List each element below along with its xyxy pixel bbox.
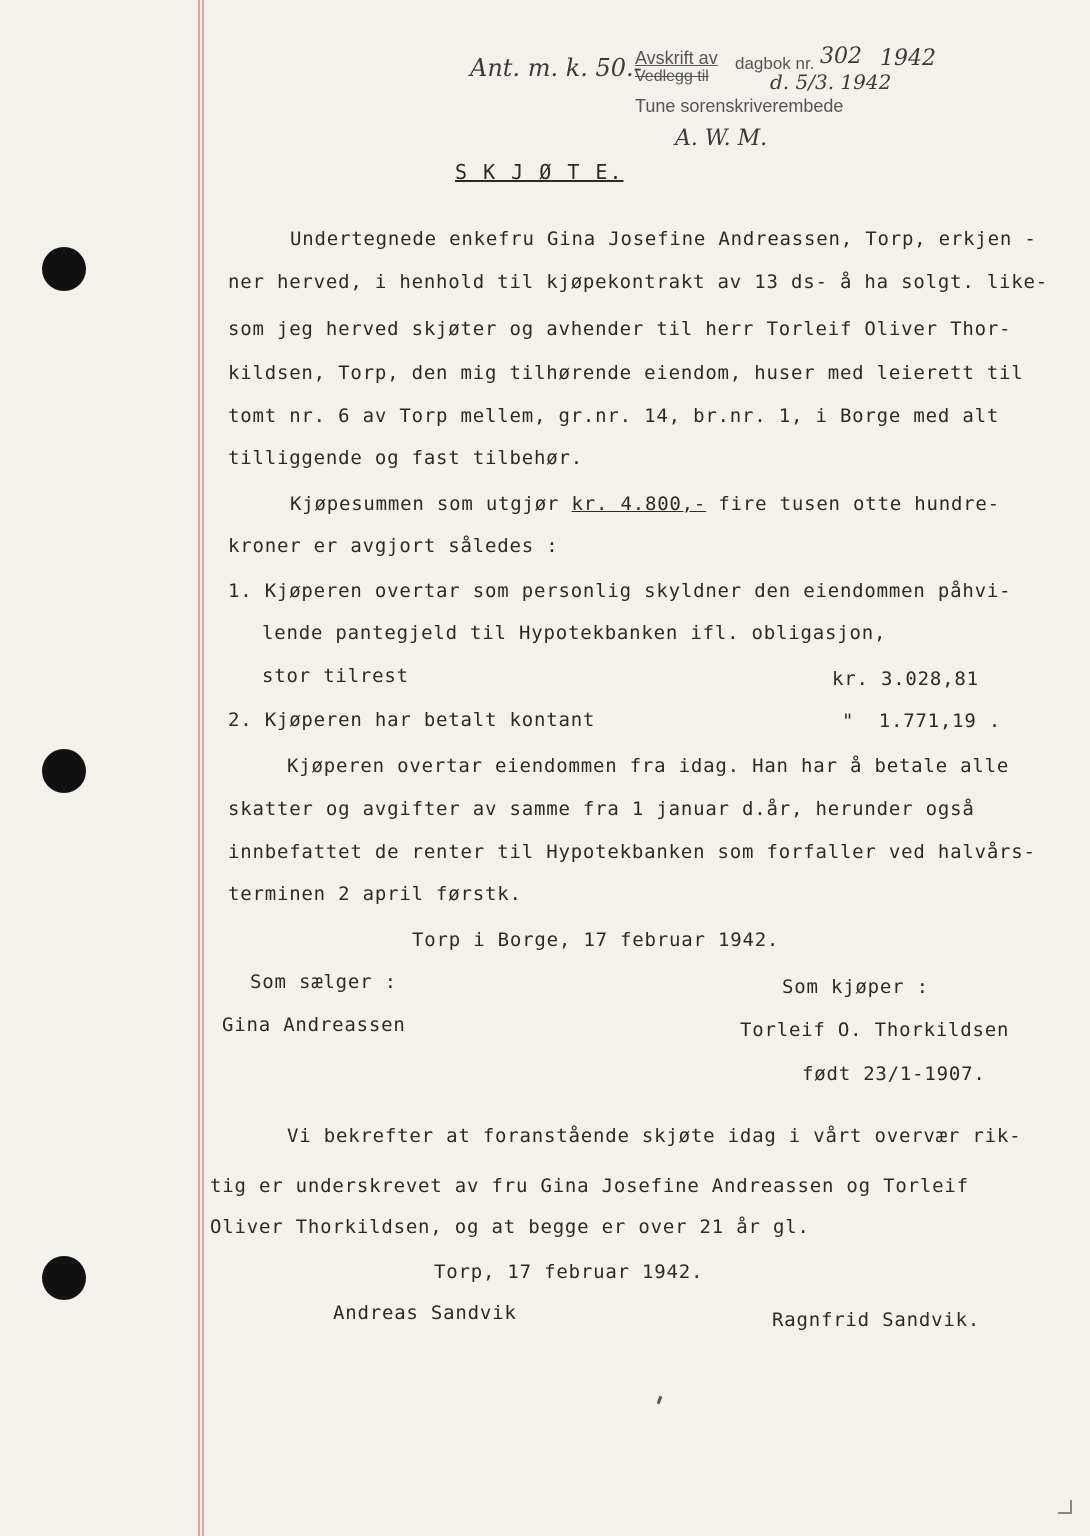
text-line: tig er underskrevet av fru Gina Josefine Andreassen og Torleif xyxy=(210,1175,969,1197)
document-title: S K J Ø T E. xyxy=(455,160,624,184)
handwritten-date: d. 5/3. 1942 xyxy=(770,70,892,94)
text-line: kildsen, Torp, den mig tilhørende eiendom, huser med leierett til xyxy=(228,362,1024,384)
text-line: Vi bekrefter at foranstående skjøte idag i vårt overvær rik- xyxy=(287,1125,1022,1147)
text-line: terminen 2 april førstk. xyxy=(228,883,522,905)
handwritten-initials: A. W. M. xyxy=(675,126,768,151)
text-line: innbefattet de renter til Hypotekbanken som forfaller ved halvårs- xyxy=(228,841,1036,863)
text-line: Undertegnede enkefru Gina Josefine Andreassen, Torp, erkjen - xyxy=(290,228,1037,250)
seller-signature: Gina Andreassen xyxy=(222,1014,406,1036)
punch-hole xyxy=(42,1256,86,1300)
margin-line xyxy=(198,0,200,1536)
text-line: Oliver Thorkildsen, og at begge er over 21 år gl. xyxy=(210,1216,810,1238)
text-line xyxy=(290,493,1000,515)
margin-line xyxy=(202,0,204,1536)
text-line: stor tilrest xyxy=(262,665,409,687)
stamp-dagbok: dagbok nr. xyxy=(735,54,815,73)
amount: kr. 3.028,81 xyxy=(832,668,979,690)
handwritten-reference: Ant. m. k. 50.- xyxy=(470,54,642,82)
text-segment: fire tusen otte hundre- xyxy=(718,493,1000,515)
handwritten-year: 1942 xyxy=(880,46,936,71)
stamp-avskrift: Avskrift av xyxy=(635,48,718,68)
purchase-amount: kr. 4.800,- xyxy=(571,493,707,515)
amount: " 1.771,19 . xyxy=(842,710,1002,732)
text-line: lende pantegjeld til Hypotekbanken ifl. obligasjon, xyxy=(262,622,887,644)
punch-hole xyxy=(42,749,86,793)
text-line: som jeg herved skjøter og avhender til herr Torleif Oliver Thor- xyxy=(228,318,1012,340)
handwritten-journal-number: 302 xyxy=(820,44,862,69)
text-line: Kjøperen overtar eiendommen fra idag. Han har å betale alle xyxy=(287,755,1010,777)
text-line: ner herved, i henhold til kjøpekontrakt av 13 ds- å ha solgt. like- xyxy=(228,271,1049,293)
stamp-office: Tune sorenskriverembede xyxy=(635,96,844,116)
text-segment: Kjøpesummen som utgjør xyxy=(290,493,560,515)
text-line: 1. Kjøperen overtar som personlig skyldner den eiendommen påhvi- xyxy=(228,580,1012,602)
pen-mark xyxy=(657,1396,663,1405)
text-line: tilliggende og fast tilbehør. xyxy=(228,447,583,469)
registration-stamp xyxy=(470,44,950,158)
text-line: 2. Kjøperen har betalt kontant xyxy=(228,709,596,731)
witness-place-date: Torp, 17 februar 1942. xyxy=(434,1261,704,1283)
seller-label: Som sælger : xyxy=(250,971,397,993)
buyer-birthdate: født 23/1-1907. xyxy=(802,1063,986,1085)
text-line: kroner er avgjort således : xyxy=(228,535,559,557)
buyer-label: Som kjøper : xyxy=(782,976,929,998)
text-line: skatter og avgifter av samme fra 1 januar d.år, herunder også xyxy=(228,798,975,820)
corner-mark xyxy=(1058,1500,1072,1514)
stamp-struck-text: Vedlegg til xyxy=(635,68,709,85)
punch-hole xyxy=(42,247,86,291)
buyer-signature: Torleif O. Thorkildsen xyxy=(740,1019,1010,1041)
witness-signature: Andreas Sandvik xyxy=(333,1302,517,1324)
witness-signature: Ragnfrid Sandvik. xyxy=(772,1309,981,1331)
place-date: Torp i Borge, 17 februar 1942. xyxy=(412,929,780,951)
text-line: tomt nr. 6 av Torp mellem, gr.nr. 14, br.nr. 1, i Borge med alt xyxy=(228,405,1000,427)
